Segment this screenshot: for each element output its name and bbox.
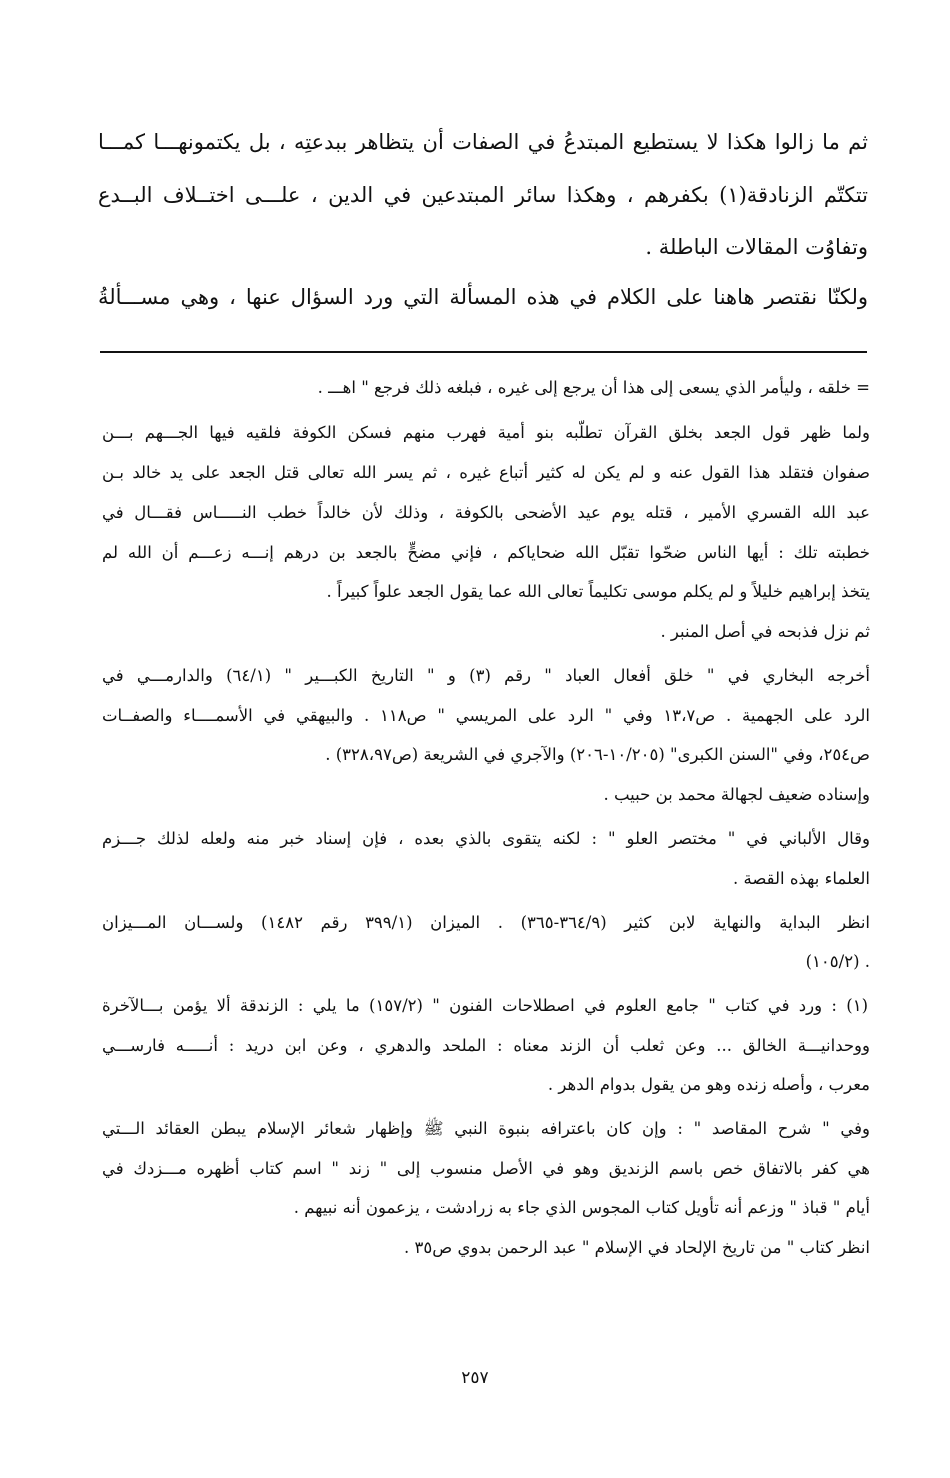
footnote-line-15: . (١٠٥/٢) [805, 952, 870, 971]
footnote-line-12: وقال الألباني في " مختصر العلو " : لكنه يتقوى بالذي بعده ، فإن إسناد خبر منه ولعله لذلك جـــزم [102, 829, 870, 848]
footnote-line-14: انظر البداية والنهاية لابن كثير (٣٦٤/٩-٣٦٥) . الميزان (٣٩٩/١ رقم ١٤٨٢) ولســـان المـــيزان [102, 913, 871, 932]
footnote-separator [100, 351, 867, 353]
main-text-line-2: تتكتّم الزنادقة(١) بكفرهم ، وهكذا سائر المبتدعين في الدين ، علـــى اختــلاف البــدع [98, 183, 869, 207]
footnote-line-6: يتخذ إبراهيم خليلاً و لم يكلم موسى تكليماً تعالى الله عما يقول الجعد علواً كبيراً . [326, 582, 870, 601]
footnote-line-5: خطبته تلك : أيها الناس ضحّوا تقبّل الله ضحاياكم ، فإني مضحٍّ بالجعد بن درهم إنـــه زعـــم أن الله لم [102, 543, 870, 562]
footnote-line-16: (١) : ورد في كتاب " جامع العلوم في اصطلاحات الفنون " (١٥٧/٢) ما يلي : الزندقة ألا يؤمن بـــالآخرة [102, 996, 868, 1015]
footnote-line-1: = خلقه ، وليأمر الذي يسعى إلى هذا أن يرجع إلى غيره ، فبلغه ذلك فرجع " اهـــ . [317, 378, 870, 397]
footnote-line-17: ووحدانيـــة الخالق ... وعن ثعلب أن الزند معناه : الملحد والدهري ، وعن ابن دريد : أنـــــه فارســـي [102, 1036, 870, 1055]
page-number: ٢٥٧ [461, 1368, 489, 1388]
footnote-line-21: أيام " قباذ " وزعم أنه تأويل كتاب المجوس الذي جاء به زرادشت ، يزعمون أنه نبيهم . [293, 1198, 870, 1217]
footnote-line-4: عبد الله القسري الأمير ، قتله يوم عيد الأضحى بالكوفة ، وذلك لأن خالداً خطب النـــــاس فقـــال في [102, 503, 870, 522]
footnote-line-3: صفوان فتقلد هذا القول عنه و لم يكن له كثير أتباع غيره ، ثم يسر الله تعالى قتل الجعد على يد خالد بـن [102, 463, 870, 482]
main-text-line-4: ولكنّا نقتصر هاهنا على الكلام في هذه المسألة التي ورد السؤال عنها ، وهي مســـألةُ [98, 285, 868, 309]
footnote-line-2: ولما ظهر قول الجعد بخلق القرآن تطلّبه بنو أمية فهرب منهم فسكن الكوفة فلقيه فيها الجـــهم بـــن [102, 423, 870, 442]
footnote-line-19: وفي " شرح المقاصد " : وإن كان باعترافه بنبوة النبي ﷺ وإظهار شعائر الإسلام يبطن العقائد الـــتي [102, 1119, 870, 1138]
footnote-line-8: أخرجه البخاري في " خلق أفعال العباد " رقم (٣) و " التاريخ الكبـــير " (٦٤/١) والدارمـــي في [102, 666, 871, 685]
footnote-line-11: وإسناده ضعيف لجهالة محمد بن حبيب . [603, 785, 870, 804]
footnote-line-20: هي كفر بالاتفاق خص باسم الزنديق وهو في الأصل منسوب إلى " زند " اسم كتاب أظهره مـــزدك في [102, 1159, 870, 1178]
footnote-line-13: العلماء بهذه القصة . [733, 869, 870, 888]
main-text-line-3: وتفاوُت المقالات الباطلة . [645, 235, 868, 259]
footnote-line-22: انظر كتاب " من تاريخ الإلحاد في الإسلام " عبد الرحمن بدوي ص٣٥ . [404, 1238, 870, 1257]
footnote-line-9: الرد على الجهمية . ص١٣،٧ وفي " الرد على المريسي " ص١١٨ . والبيهقي في الأسمــــاء والصفــات [102, 706, 870, 725]
main-text-line-1: ثم ما زالوا هكذا لا يستطيع المبتدعُ في الصفات أن يتظاهر ببدعتِه ، بل يكتمونهـــا كمـــا [98, 130, 868, 154]
footnote-line-10: ص٢٥٤، وفي "السنن الكبرى" (١٠/٢٠٥-٢٠٦) والآجري في الشريعة (ص٣٢٨،٩٧) . [325, 745, 870, 764]
footnote-line-18: معرب ، وأصله زنده وهو من يقول بدوام الدهر . [547, 1075, 870, 1094]
footnote-line-7: ثم نزل فذبحه في أصل المنبر . [660, 622, 870, 641]
